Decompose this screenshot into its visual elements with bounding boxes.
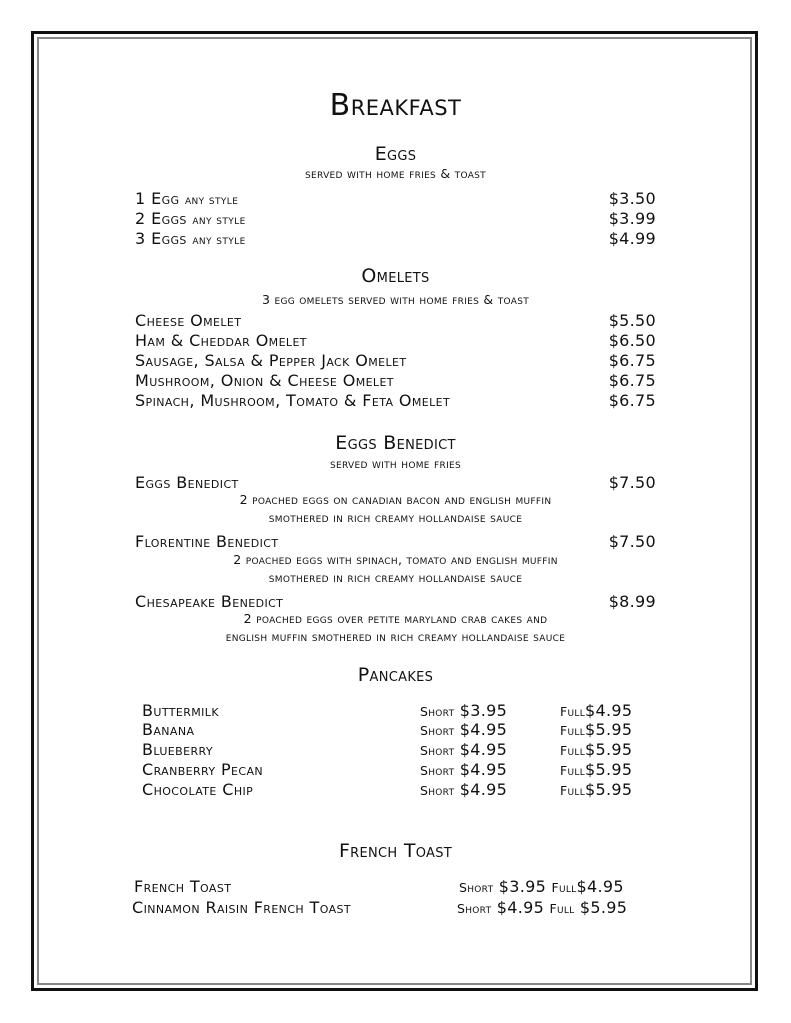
full-label: Full (560, 763, 586, 778)
menu-item (135, 189, 238, 208)
full-price: Full$4.95 (560, 701, 633, 720)
item-name: 2 Eggs (135, 209, 187, 228)
item-description: 2 poached eggs over petite maryland crab cakes and (243, 611, 548, 626)
short-label: Short (457, 901, 492, 916)
item-price: $6.75 (608, 391, 656, 410)
full-price: Full$5.95 (560, 740, 633, 759)
item-price: $3.99 (608, 209, 656, 228)
menu-item: Chocolate Chip (142, 780, 254, 799)
item-price: $6.75 (608, 351, 656, 370)
full-label: Full (560, 783, 586, 798)
item-name: 1 Egg (135, 189, 180, 208)
short-label: Short (459, 880, 494, 895)
section-heading-pancakes: Pancakes (357, 664, 434, 686)
short-price: Short $4.95 (420, 760, 508, 779)
section-heading-omelets: Omelets (361, 265, 430, 287)
item-description: english muffin smothered in rich creamy hollandaise sauce (225, 629, 566, 644)
item-price: $7.50 (608, 532, 656, 551)
section-heading-french-toast: French Toast (338, 840, 453, 862)
menu-item: Buttermilk (142, 701, 219, 720)
item-description: smothered in rich creamy hollandaise sauce (268, 510, 523, 525)
full-price: Full$5.95 (560, 720, 633, 739)
menu-item: Spinach, Mushroom, Tomato & Feta Omelet (135, 391, 451, 410)
short-price: Short $4.95 (420, 720, 508, 739)
section-note-eggs: served with home fries & toast (305, 166, 486, 181)
section-heading-benedict: Eggs Benedict (335, 432, 456, 454)
item-suffix: any style (184, 192, 239, 207)
short-price: Short $4.95 Full $5.95 (457, 898, 628, 917)
item-price: $4.99 (608, 229, 656, 248)
menu-item: Cinnamon Raisin French Toast (132, 898, 352, 917)
item-suffix: any style (192, 232, 246, 247)
short-label: Short (420, 763, 455, 778)
section-heading-eggs: Eggs (374, 143, 417, 165)
short-label: Short (420, 704, 455, 719)
menu-item: Mushroom, Onion & Cheese Omelet (135, 371, 394, 390)
menu-item: Cheese Omelet (135, 311, 242, 330)
short-price: Short $3.95 Full$4.95 (459, 877, 624, 896)
item-suffix: any style (192, 212, 246, 227)
short-price: Short $3.95 (420, 701, 508, 720)
item-price: $3.50 (608, 189, 656, 208)
menu-item: French Toast (134, 877, 232, 896)
menu-item: Chesapeake Benedict (135, 592, 284, 611)
full-label: Full (560, 704, 586, 719)
item-price: $7.50 (608, 473, 656, 492)
menu-item: Cranberry Pecan (142, 760, 264, 779)
menu-item: Banana (142, 720, 195, 739)
short-label: Short (420, 783, 455, 798)
short-label: Short (420, 723, 455, 738)
menu-item (135, 209, 246, 228)
short-price: Short $4.95 (420, 780, 508, 799)
short-price: Short $4.95 (420, 740, 508, 759)
item-description: smothered in rich creamy hollandaise sauce (268, 570, 523, 585)
full-price: Full$5.95 (560, 760, 633, 779)
full-label: Full (549, 901, 575, 916)
menu-item: Blueberry (142, 740, 213, 759)
menu-item: Eggs Benedict (135, 473, 239, 492)
full-label: Full (560, 743, 586, 758)
item-price: $8.99 (608, 592, 656, 611)
item-description: 2 poached eggs on canadian bacon and english muffin (239, 492, 552, 507)
item-price: $6.75 (608, 371, 656, 390)
item-name: 3 Eggs (135, 229, 187, 248)
item-price: $6.50 (608, 331, 656, 350)
short-label: Short (420, 743, 455, 758)
menu-item: Sausage, Salsa & Pepper Jack Omelet (135, 351, 407, 370)
item-price: $5.50 (608, 311, 656, 330)
menu-item: Florentine Benedict (135, 532, 279, 551)
full-price: Full$5.95 (560, 780, 633, 799)
full-label: Full (551, 880, 577, 895)
item-description: 2 poached eggs with spinach, tomato and english muffin (233, 552, 558, 567)
menu-title: Breakfast (329, 88, 462, 123)
menu-item: Ham & Cheddar Omelet (135, 331, 307, 350)
full-label: Full (560, 723, 586, 738)
section-note-omelets: 3 egg omelets served with home fries & toast (261, 292, 530, 307)
section-note-benedict: served with home fries (329, 456, 462, 471)
menu-item (135, 229, 246, 248)
